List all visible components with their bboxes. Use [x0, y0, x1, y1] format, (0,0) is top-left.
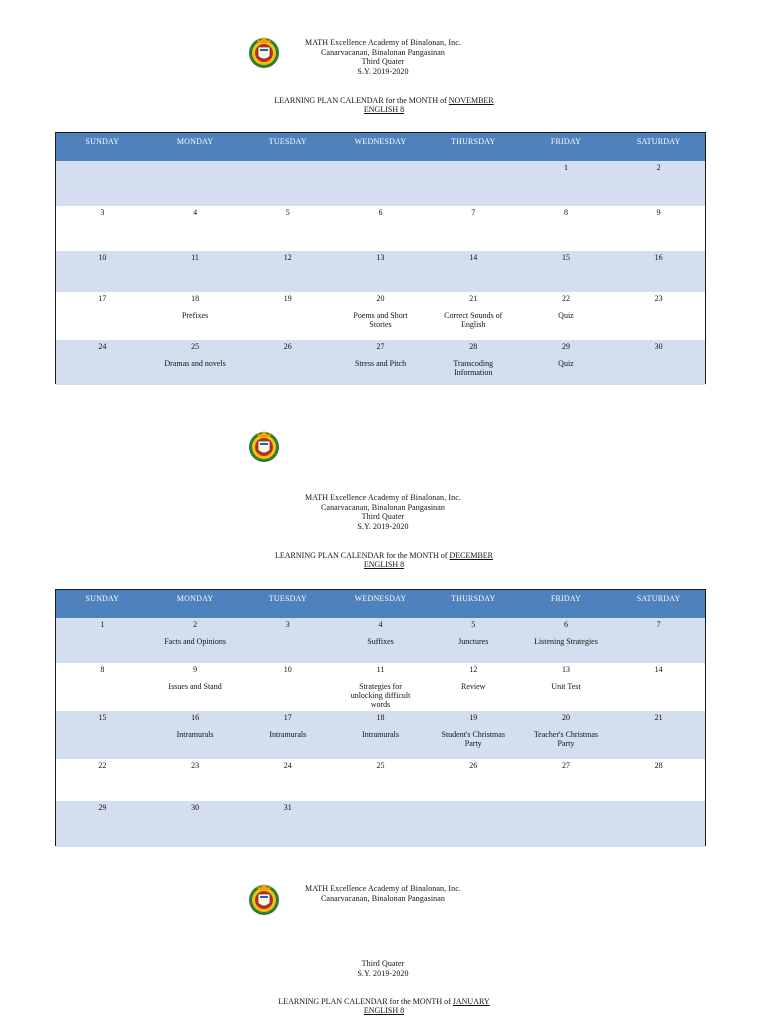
weekday-wednesday: WEDNESDAY: [354, 137, 407, 146]
weekday-header-row: [56, 133, 705, 161]
day-number: 27: [561, 761, 570, 770]
day-cell: [241, 618, 334, 663]
day-cell: [149, 618, 242, 663]
day-number: 11: [376, 665, 385, 674]
weekday-sunday: SUNDAY: [85, 594, 120, 603]
day-number: [241, 161, 334, 174]
day-cell: [612, 206, 705, 251]
day-cell: [427, 251, 520, 292]
month-name: JANUARY: [452, 997, 490, 1006]
november-calendar: [55, 132, 706, 384]
day-cell: [56, 801, 149, 847]
day-cell: [56, 711, 149, 759]
day-number: 29: [561, 342, 570, 351]
day-cell: [427, 663, 520, 711]
lesson-topic: [149, 772, 242, 778]
school-seal-icon: [247, 429, 281, 463]
day-cell: [334, 759, 427, 801]
day-number: 22: [561, 294, 570, 303]
day-cell: [149, 663, 242, 711]
lesson-topic: Intramurals: [176, 730, 214, 739]
day-cell: [612, 251, 705, 292]
day-number: [427, 801, 520, 814]
day-number: 25: [191, 342, 200, 351]
november-weeks: [56, 161, 705, 385]
day-cell: [427, 292, 520, 340]
day-cell: [241, 251, 334, 292]
weekday-saturday: SATURDAY: [636, 594, 681, 603]
day-number: 8: [100, 665, 105, 674]
day-number: 2: [193, 620, 198, 629]
lesson-topic: [241, 631, 334, 637]
lesson-topic: [149, 264, 242, 270]
week-row: [56, 292, 705, 340]
lesson-topic: Facts and Opinions: [164, 637, 226, 646]
lesson-topic: [241, 814, 334, 820]
day-cell: [334, 340, 427, 385]
day-number: 15: [561, 253, 570, 262]
day-number: 1: [563, 163, 568, 172]
lesson-topic: Strategies for unlocking difficult words: [350, 682, 411, 709]
lesson-topic: [56, 305, 149, 311]
school-year: S.Y. 2019-2020: [357, 66, 409, 76]
weekday-tuesday: TUESDAY: [268, 594, 307, 603]
day-cell: [612, 618, 705, 663]
school-header: [283, 493, 483, 531]
day-cell: [427, 759, 520, 801]
day-cell: [149, 251, 242, 292]
day-number: 17: [283, 713, 292, 722]
school-year: S.Y. 2019-2020: [357, 968, 409, 978]
day-number: 12: [469, 665, 478, 674]
lesson-topic: Unit Test: [551, 682, 581, 691]
day-number: 23: [191, 761, 200, 770]
day-number: [427, 161, 520, 174]
school-address: Canarvacanan, Binalonan Pangasinan: [320, 502, 446, 512]
day-number: 9: [656, 208, 661, 217]
day-number: 10: [98, 253, 107, 262]
day-cell: [427, 711, 520, 759]
lesson-topic: [427, 219, 520, 225]
day-cell: [241, 711, 334, 759]
lesson-topic: [427, 814, 520, 820]
day-number: 27: [376, 342, 385, 351]
day-number: 6: [378, 208, 383, 217]
day-cell: [149, 340, 242, 385]
weekday-sunday: SUNDAY: [85, 137, 120, 146]
day-cell: [241, 759, 334, 801]
week-row: [56, 618, 705, 663]
lesson-topic: Issues and Stand: [168, 682, 222, 691]
lesson-topic: [612, 174, 705, 180]
school-term: [283, 959, 483, 978]
lesson-topic: [56, 353, 149, 359]
day-number: 8: [563, 208, 568, 217]
school-name: MATH Excellence Academy of Binalonan, Inc.: [305, 38, 461, 47]
day-cell: [149, 759, 242, 801]
day-number: 13: [561, 665, 570, 674]
day-number: 5: [285, 208, 290, 217]
lesson-topic: [520, 219, 613, 225]
month-name: DECEMBER: [449, 551, 493, 560]
lesson-topic: Junctures: [458, 637, 489, 646]
day-cell: [520, 759, 613, 801]
lesson-topic: [56, 676, 149, 682]
day-cell: [427, 340, 520, 385]
day-number: 30: [654, 342, 663, 351]
lesson-topic: [56, 174, 149, 180]
lesson-topic: [612, 631, 705, 637]
lesson-topic: Suffixes: [367, 637, 394, 646]
day-cell: [520, 711, 613, 759]
day-cell: [56, 759, 149, 801]
week-row: [56, 251, 705, 292]
day-number: 21: [654, 713, 663, 722]
weekday-friday: FRIDAY: [550, 137, 582, 146]
day-number: 5: [471, 620, 476, 629]
day-cell: [149, 801, 242, 847]
week-row: [56, 801, 705, 847]
school-seal-icon: [247, 882, 281, 916]
weekday-monday: MONDAY: [176, 137, 214, 146]
school-header: [283, 884, 483, 903]
week-row: [56, 340, 705, 385]
day-cell: [241, 206, 334, 251]
lesson-topic: [334, 174, 427, 180]
lesson-topic: [427, 264, 520, 270]
quarter-label: Third Quater: [361, 512, 405, 521]
day-number: 19: [283, 294, 292, 303]
day-cell: [334, 711, 427, 759]
day-cell: [56, 161, 149, 206]
day-number: 14: [654, 665, 663, 674]
day-cell: [334, 663, 427, 711]
quarter-label: Third Quater: [361, 959, 405, 968]
day-number: 16: [654, 253, 663, 262]
day-number: 20: [376, 294, 385, 303]
lesson-topic: [56, 814, 149, 820]
weekday-wednesday: WEDNESDAY: [354, 594, 407, 603]
day-number: [612, 801, 705, 814]
day-cell: [427, 618, 520, 663]
lesson-topic: [612, 724, 705, 730]
lesson-topic: [334, 219, 427, 225]
day-number: 29: [98, 803, 107, 812]
day-cell: [612, 292, 705, 340]
day-cell: [334, 801, 427, 847]
lesson-topic: [56, 264, 149, 270]
day-cell: [56, 618, 149, 663]
day-cell: [520, 663, 613, 711]
day-cell: [241, 292, 334, 340]
day-number: 11: [191, 253, 199, 262]
lesson-topic: [520, 814, 613, 820]
calendar-title: [0, 96, 768, 105]
day-cell: [149, 711, 242, 759]
week-row: [56, 711, 705, 759]
day-number: 13: [376, 253, 385, 262]
day-cell: [334, 206, 427, 251]
quarter-label: Third Quater: [361, 57, 405, 66]
weekday-thursday: THURSDAY: [451, 594, 496, 603]
lesson-topic: Stress and Pitch: [354, 359, 407, 368]
school-header: [283, 38, 483, 76]
day-number: 14: [469, 253, 478, 262]
day-number: 28: [654, 761, 663, 770]
day-cell: [334, 161, 427, 206]
lesson-topic: Quiz: [558, 359, 574, 368]
lesson-topic: Transcoding Information: [453, 359, 494, 377]
lesson-topic: [56, 772, 149, 778]
day-number: 25: [376, 761, 385, 770]
day-number: 22: [98, 761, 107, 770]
day-cell: [427, 801, 520, 847]
subject-label: ENGLISH 8: [363, 105, 405, 114]
school-year: S.Y. 2019-2020: [357, 521, 409, 531]
calendar-title: [0, 551, 768, 560]
lesson-topic: [427, 174, 520, 180]
day-number: [334, 801, 427, 814]
title-prefix: LEARNING PLAN CALENDAR for the MONTH of: [274, 96, 449, 105]
lesson-topic: [241, 772, 334, 778]
day-cell: [520, 251, 613, 292]
day-cell: [56, 663, 149, 711]
title-prefix: LEARNING PLAN CALENDAR for the MONTH of: [278, 997, 453, 1006]
day-number: 10: [283, 665, 292, 674]
day-number: 15: [98, 713, 107, 722]
day-number: 7: [656, 620, 661, 629]
day-number: 19: [469, 713, 478, 722]
day-number: 26: [283, 342, 292, 351]
lesson-topic: [612, 219, 705, 225]
day-cell: [612, 801, 705, 847]
day-number: 17: [98, 294, 107, 303]
day-cell: [149, 206, 242, 251]
lesson-topic: [56, 219, 149, 225]
lesson-topic: [520, 264, 613, 270]
day-cell: [612, 161, 705, 206]
day-number: 26: [469, 761, 478, 770]
lesson-topic: [241, 174, 334, 180]
day-cell: [612, 759, 705, 801]
week-row: [56, 206, 705, 251]
lesson-topic: Correct Sounds of English: [444, 311, 503, 329]
day-number: 21: [469, 294, 478, 303]
december-calendar: [55, 589, 706, 846]
day-number: 30: [191, 803, 200, 812]
day-cell: [334, 618, 427, 663]
week-row: [56, 161, 705, 206]
lesson-topic: [612, 772, 705, 778]
lesson-topic: Intramurals: [269, 730, 307, 739]
weekday-monday: MONDAY: [176, 594, 214, 603]
lesson-topic: Quiz: [558, 311, 574, 320]
school-name: MATH Excellence Academy of Binalonan, Inc.: [305, 493, 461, 502]
day-cell: [612, 711, 705, 759]
day-cell: [520, 292, 613, 340]
day-number: 2: [656, 163, 661, 172]
lesson-topic: [241, 676, 334, 682]
school-address: Canarvacanan, Binalonan Pangasinan: [320, 47, 446, 57]
lesson-topic: [520, 174, 613, 180]
day-cell: [149, 292, 242, 340]
lesson-topic: [149, 814, 242, 820]
school-address: Canarvacanan, Binalonan Pangasinan: [320, 893, 446, 903]
day-number: 16: [191, 713, 200, 722]
day-number: 7: [471, 208, 476, 217]
day-cell: [56, 251, 149, 292]
lesson-topic: [56, 631, 149, 637]
day-cell: [334, 251, 427, 292]
lesson-topic: Listening Strategies: [534, 637, 598, 646]
day-cell: [520, 618, 613, 663]
day-cell: [520, 161, 613, 206]
lesson-topic: [334, 772, 427, 778]
lesson-topic: Poems and Short Stories: [353, 311, 408, 329]
lesson-topic: Teacher's Christmas Party: [533, 730, 599, 748]
day-number: [149, 161, 242, 174]
day-number: 24: [98, 342, 107, 351]
day-cell: [56, 292, 149, 340]
lesson-topic: [334, 814, 427, 820]
december-weeks: [56, 618, 705, 847]
lesson-topic: Student's Christmas Party: [441, 730, 505, 748]
day-number: 4: [378, 620, 383, 629]
lesson-topic: [334, 264, 427, 270]
school-name: MATH Excellence Academy of Binalonan, Inc.: [305, 884, 461, 893]
lesson-topic: Dramas and novels: [164, 359, 226, 368]
calendar-title: [0, 997, 768, 1006]
lesson-topic: [149, 174, 242, 180]
lesson-topic: [520, 772, 613, 778]
lesson-topic: [612, 353, 705, 359]
day-number: [56, 161, 149, 174]
day-number: 12: [283, 253, 292, 262]
day-number: 28: [469, 342, 478, 351]
day-cell: [520, 801, 613, 847]
day-number: 3: [285, 620, 290, 629]
lesson-topic: Prefixes: [181, 311, 209, 320]
lesson-topic: [241, 305, 334, 311]
day-number: [334, 161, 427, 174]
day-cell: [427, 161, 520, 206]
week-row: [56, 759, 705, 801]
lesson-topic: [241, 264, 334, 270]
week-row: [56, 663, 705, 711]
day-number: 18: [376, 713, 385, 722]
lesson-topic: Intramurals: [362, 730, 399, 739]
day-cell: [241, 663, 334, 711]
subject-label: ENGLISH 8: [363, 560, 405, 569]
day-number: 24: [283, 761, 292, 770]
month-name: NOVEMBER: [448, 96, 494, 105]
day-cell: [241, 801, 334, 847]
subject-label: ENGLISH 8: [363, 1006, 405, 1015]
lesson-topic: [612, 264, 705, 270]
weekday-tuesday: TUESDAY: [268, 137, 307, 146]
lesson-topic: [241, 219, 334, 225]
lesson-topic: [149, 219, 242, 225]
lesson-topic: [612, 305, 705, 311]
day-number: [520, 801, 613, 814]
day-number: 23: [654, 294, 663, 303]
day-cell: [241, 161, 334, 206]
weekday-saturday: SATURDAY: [636, 137, 681, 146]
lesson-topic: [427, 772, 520, 778]
lesson-topic: [612, 676, 705, 682]
day-cell: [56, 206, 149, 251]
day-number: 18: [191, 294, 200, 303]
day-number: 1: [100, 620, 105, 629]
weekday-thursday: THURSDAY: [451, 137, 496, 146]
day-cell: [612, 340, 705, 385]
lesson-topic: [241, 353, 334, 359]
day-cell: [149, 161, 242, 206]
day-cell: [520, 340, 613, 385]
day-number: 20: [561, 713, 570, 722]
day-cell: [56, 340, 149, 385]
weekday-header-row: [56, 590, 705, 618]
day-cell: [612, 663, 705, 711]
day-number: 31: [283, 803, 292, 812]
day-cell: [427, 206, 520, 251]
lesson-topic: [56, 724, 149, 730]
title-prefix: LEARNING PLAN CALENDAR for the MONTH of: [275, 551, 450, 560]
day-number: 9: [193, 665, 198, 674]
school-seal-icon: [247, 35, 281, 69]
day-number: 6: [563, 620, 568, 629]
day-number: 4: [193, 208, 198, 217]
lesson-topic: [612, 814, 705, 820]
day-cell: [520, 206, 613, 251]
lesson-topic: Review: [461, 682, 486, 691]
day-cell: [334, 292, 427, 340]
day-number: 3: [100, 208, 105, 217]
weekday-friday: FRIDAY: [550, 594, 582, 603]
day-cell: [241, 340, 334, 385]
